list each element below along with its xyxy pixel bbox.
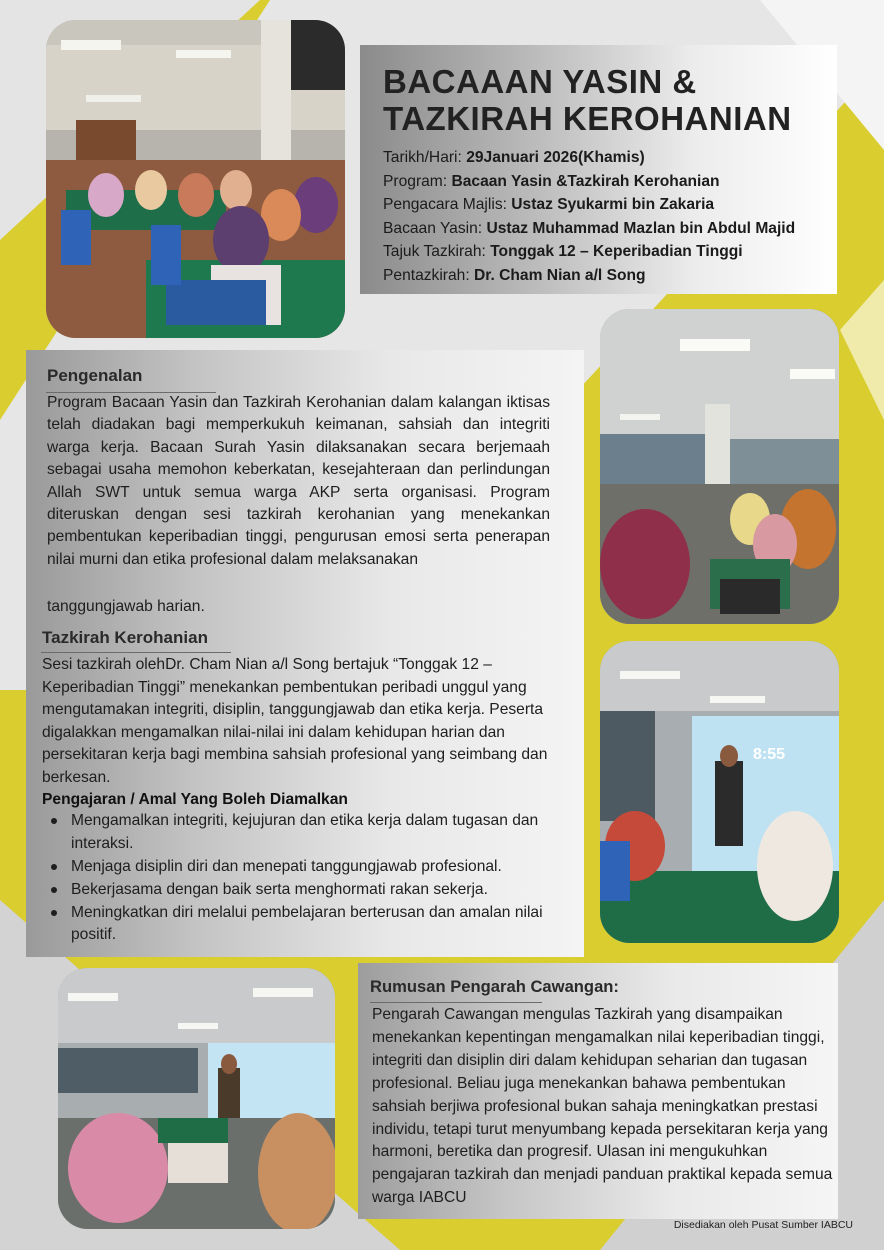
audience-photo-3: [58, 968, 335, 1229]
header-panel: [360, 45, 837, 294]
detail-value: Tonggak 12 – Keperibadian Tinggi: [490, 243, 743, 260]
list-item: Menjaga disiplin diri dan menepati tanggungjawab profesional.: [43, 856, 573, 879]
list-item: Meningkatkan diri melalui pembelajaran berterusan dan amalan nilai positif.: [43, 902, 573, 947]
pengenalan-heading: Pengenalan: [47, 366, 143, 385]
detail-value: Ustaz Muhammad Mazlan bin Abdul Majid: [486, 219, 796, 237]
detail-value: Dr. Cham Nian a/l Song: [474, 266, 646, 284]
list-item: Mengamalkan integriti, kejujuran dan etika kerja dalam tugasan dan interaksi.: [43, 810, 573, 855]
detail-value: 29Januari 2026(Khamis): [466, 149, 645, 166]
footer-credit: Disediakan oleh Pusat Sumber IABCU: [673, 1219, 853, 1231]
lessons-heading: Pengajaran / Amal Yang Boleh Diamalkan: [42, 791, 348, 808]
audience-photo-1: [46, 20, 345, 338]
detail-label: Program:: [383, 172, 452, 190]
rumusan-underline: [370, 1002, 542, 1003]
tazkirah-heading: Tazkirah Kerohanian: [42, 628, 208, 647]
rumusan-body: Pengarah Cawangan mengulas Tazkirah yang disampaikan menekankan kepentingan mengamalkan nilai keperibadian tinggi, integriti dan disiplin diri dalam kehidupan seharian dan tugasan profesional. Beliau juga menekankan bahawa pembentukan sahsiah berjiwa profesional bukan sahaja meningkatkan prestasi individu, tetapi turut menyumbang kepada persekitaran kerja yang harmoni, beretika dan progresif. Ulasan ini mengukuhkan pengajaran tazkirah dan menjadi panduan praktikal kepada semua warga IABCU: [372, 1006, 833, 1207]
audience-photo-2: [600, 309, 839, 624]
pengenalan-body: Program Bacaan Yasin dan Tazkirah Kerohanian dalam kalangan iktisas telah diadakan bagi memperkukuh keimanan, sahsiah dan integriti warga kerja. Bacaan Surah Yasin dilaksanakan secara berjemaah sebagai usaha memohon keberkatan, kesejahteraan dan perlindungan Allah SWT untuk semua warga AKP serta organisasi. Program diteruskan dengan sesi tazkirah kerohanian yang menekankan pembentukan keperibadian tinggi, pengurusan emosi serta penerapan nilai murni dan etika profesional dalam melaksanakan: [47, 394, 550, 568]
tazkirah-underline: [41, 652, 231, 653]
detail-label: Bacaan Yasin:: [383, 219, 487, 237]
detail-yasin-reader: [383, 217, 837, 241]
page-title: [383, 63, 837, 137]
detail-label: Tajuk Tazkirah:: [383, 243, 491, 260]
speaker-photo: [600, 641, 839, 943]
detail-emcee: [383, 193, 837, 217]
detail-label: Pentazkirah:: [383, 266, 475, 284]
detail-topic: [383, 240, 837, 264]
tazkirah-body: Sesi tazkirah olehDr. Cham Nian a/l Song bertajuk “Tonggak 12 – Keperibadian Tinggi” menekankan pembentukan peribadi unggul yang mengutamakan integriti, disiplin, tanggungjawab dan etika kerja. Peserta digalakkan mengamalkan nilai-nilai ini dalam kehidupan harian dan persekitaran kerja bagi membina sahsiah profesional yang seimbang dan berkesan.: [42, 656, 548, 786]
list-item: Bekerjasama dengan baik serta menghormati rakan sekerja.: [43, 879, 573, 902]
detail-speaker: [383, 264, 837, 288]
screen-clock-text: 8:55: [753, 746, 786, 763]
detail-value: Ustaz Syukarmi bin Zakaria: [511, 196, 715, 213]
rumusan-heading: Rumusan Pengarah Cawangan:: [370, 977, 619, 996]
detail-program: [383, 170, 837, 194]
pengenalan-body-tail: tanggungjawab harian.: [47, 598, 205, 615]
detail-label: Tarikh/Hari:: [383, 149, 467, 166]
lessons-list: [43, 810, 573, 948]
title-line-2: TAZKIRAH KEROHANIAN: [383, 100, 792, 137]
detail-value: Bacaan Yasin &Tazkirah Kerohanian: [451, 172, 720, 190]
detail-label: Pengacara Majlis:: [383, 196, 512, 213]
title-line-1: BACAAAN YASIN &: [383, 63, 697, 100]
detail-date: [383, 146, 837, 170]
